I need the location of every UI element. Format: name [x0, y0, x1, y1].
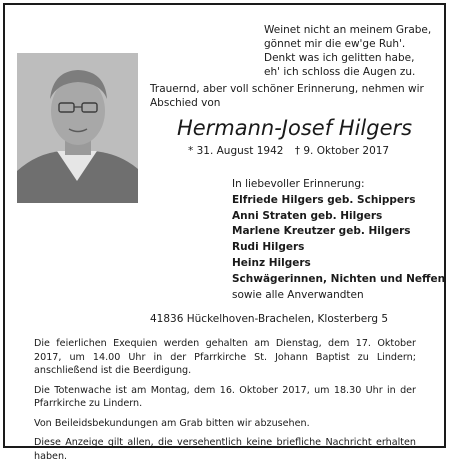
poem-line: eh' ich schloss die Augen zu.: [264, 66, 416, 78]
life-dates: [188, 145, 397, 157]
birth-date: * 31. August 1942: [188, 145, 284, 157]
notice-note: Diese Anzeige gilt allen, die versehentlich keine briefliche Nachricht erhalten haben.: [34, 437, 416, 462]
mourners-closing: sowie alle Anverwandten: [232, 288, 364, 301]
totenwache-paragraph: Die Totenwache ist am Montag, dem 16. Oktober 2017, um 18.30 Uhr in der Pfarrkirche zu Lindern.: [34, 384, 416, 409]
mourner: Anni Straten geb. Hilgers: [232, 209, 383, 222]
condolence-note: Von Beileidsbekundungen am Grab bitten wir abzusehen.: [34, 417, 310, 429]
mourner: Heinz Hilgers: [232, 256, 311, 269]
intro-line: Abschied von: [150, 97, 221, 109]
poem: [264, 23, 431, 79]
mourner: Elfriede Hilgers geb. Schippers: [232, 193, 416, 206]
deceased-name: Hermann-Josef Hilgers: [176, 116, 413, 140]
intro-line: Trauernd, aber voll schöner Erinnerung, nehmen wir: [150, 83, 424, 95]
intro-text: [150, 82, 424, 110]
family-address: 41836 Hückelhoven-Brachelen, Klosterberg 5: [150, 313, 389, 325]
mourners-list: [232, 177, 445, 303]
death-date: † 9. Oktober 2017: [294, 145, 390, 157]
poem-line: gönnet mir die ew'ge Ruh'.: [264, 38, 406, 50]
poem-line: Denkt was ich gelitten habe,: [264, 52, 415, 64]
mourner: Marlene Kreutzer geb. Hilgers: [232, 225, 411, 238]
mourners-heading: In liebevoller Erinnerung:: [232, 178, 365, 190]
mourner: Schwägerinnen, Nichten und Neffen: [232, 272, 446, 285]
mourner: Rudi Hilgers: [232, 241, 305, 254]
funeral-information: [34, 337, 416, 463]
poem-line: Weinet nicht an meinem Grabe,: [264, 24, 432, 36]
exequien-paragraph: Die feierlichen Exequien werden gehalten am Dienstag, dem 17. Oktober 2017, um 14.00 Uhr in der Pfarrkirche St. Johann Baptist zu Lindern; anschließend ist die Beerdigung.: [34, 338, 416, 376]
